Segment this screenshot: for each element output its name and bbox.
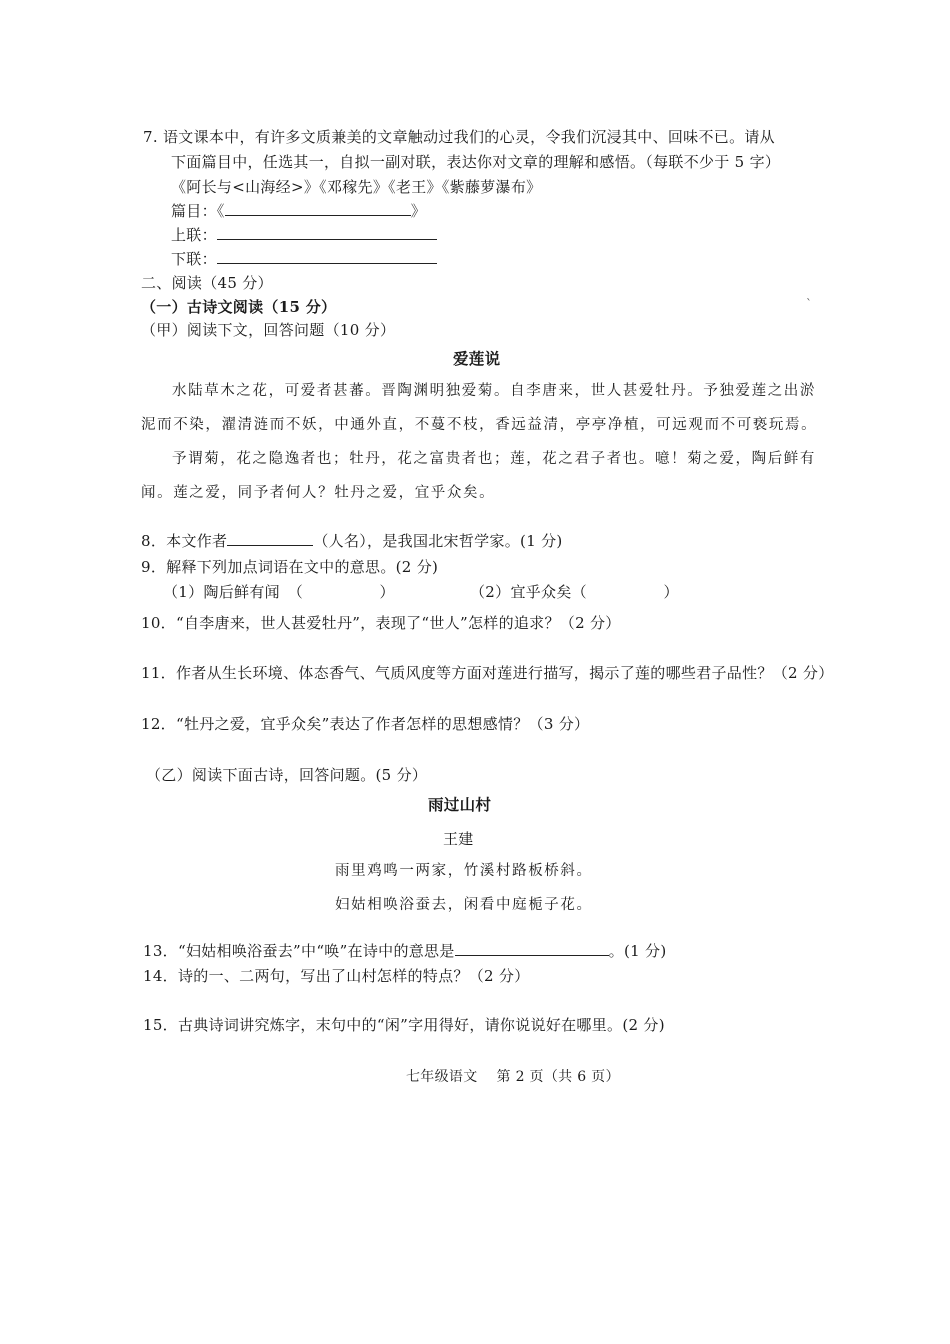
- q13: [143, 941, 667, 961]
- ailian-line-3: 予谓菊，花之隐逸者也；牡丹，花之富贵者也；莲，花之君子者也。噫！菊之爱，陶后鲜有: [172, 451, 816, 467]
- q13-before: 13．“妇姑相唤浴蚕去”中“唤”在诗中的意思是: [143, 942, 455, 960]
- poem-line-2: 妇姑相唤浴蚕去，闲看中庭栀子花。: [335, 897, 593, 913]
- q12: 12．“牡丹之爱，宜乎众矣”表达了作者怎样的思想感情？（3 分）: [141, 715, 590, 733]
- q10: 10．“自李唐来，世人甚爱牡丹”，表现了“世人”怎样的追求？（2 分）: [141, 614, 621, 632]
- q7-line1: 7. 语文课本中，有许多文质兼美的文章触动过我们的心灵，令我们沉浸其中、回味不已。请从: [143, 128, 775, 146]
- q7-titles: 《阿长与<山海经>》《邓稼先》《老王》《紫藤萝瀑布》: [171, 178, 542, 196]
- q9-text: 9．解释下列加点词语在文中的意思。(2 分): [141, 558, 439, 576]
- q13-blank[interactable]: [455, 941, 609, 956]
- q7-piece-blank[interactable]: [225, 201, 411, 216]
- q7-piece-open: 《: [216, 202, 225, 220]
- q15: 15．古典诗词讲究炼字，末句中的“闲”字用得好，请你说说好在哪里。(2 分): [143, 1016, 665, 1034]
- ailian-line-4: 闻。莲之爱，同予者何人？牡丹之爱，宜乎众矣。: [141, 485, 496, 501]
- section2-heading: 二、阅读（45 分）: [141, 274, 273, 292]
- q7-piece-row: [171, 201, 426, 221]
- q7-upper-label: 上联：: [171, 226, 217, 244]
- q7-piece-close: 》: [410, 202, 427, 220]
- section2-part1: （一）古诗文阅读（15 分）: [141, 298, 337, 316]
- q11: 11．作者从生长环境、体态香气、气质风度等方面对莲进行描写，揭示了莲的哪些君子品性？（2 分）: [141, 664, 834, 682]
- poem-title: 雨过山村: [428, 795, 492, 814]
- page-footer: 七年级语文 第 2 页（共 6 页）: [406, 1069, 620, 1085]
- q7-upper-row: [171, 225, 437, 245]
- q7-lower-row: [171, 249, 437, 269]
- q8-after: （人名），是我国北宋哲学家。(1 分): [313, 532, 563, 550]
- q9-item2: （2）宜乎众矣（ ）: [470, 583, 679, 601]
- scan-mark: `: [806, 297, 812, 311]
- q7-lower-blank[interactable]: [217, 249, 437, 264]
- ailian-line-1: 水陆草木之花，可爱者甚蕃。晋陶渊明独爱菊。自李唐来，世人甚爱牡丹。予独爱莲之出淤: [172, 383, 816, 399]
- ailian-line-2: 泥而不染，濯清涟而不妖，中通外直，不蔓不枝，香远益清，亭亭净植，可远观而不可亵玩焉。: [141, 417, 818, 433]
- q13-after: 。(1 分): [608, 942, 667, 960]
- q8-blank[interactable]: [227, 531, 313, 546]
- poem-author: 王建: [443, 830, 474, 848]
- q9-item1: （1）陶后鲜有闻 （ ）: [163, 583, 395, 601]
- q14: 14．诗的一、二两句，写出了山村怎样的特点？（2 分）: [143, 967, 530, 985]
- q7-lower-label: 下联：: [171, 250, 217, 268]
- section2-jia: （甲）阅读下文，回答问题（10 分）: [141, 321, 396, 339]
- poem-line-1: 雨里鸡鸣一两家，竹溪村路板桥斜。: [335, 863, 593, 879]
- q8: [141, 531, 563, 551]
- q7-line2: 下面篇目中，任选其一，自拟一副对联，表达你对文章的理解和感悟。（每联不少于 5 字）: [171, 153, 781, 171]
- q7-upper-blank[interactable]: [217, 225, 437, 240]
- yi-heading: （乙）阅读下面古诗，回答问题。(5 分）: [146, 766, 428, 784]
- q7-piece-label: 篇目：: [171, 202, 217, 220]
- ailian-title: 爱莲说: [453, 349, 501, 368]
- q8-before: 8．本文作者: [141, 532, 228, 550]
